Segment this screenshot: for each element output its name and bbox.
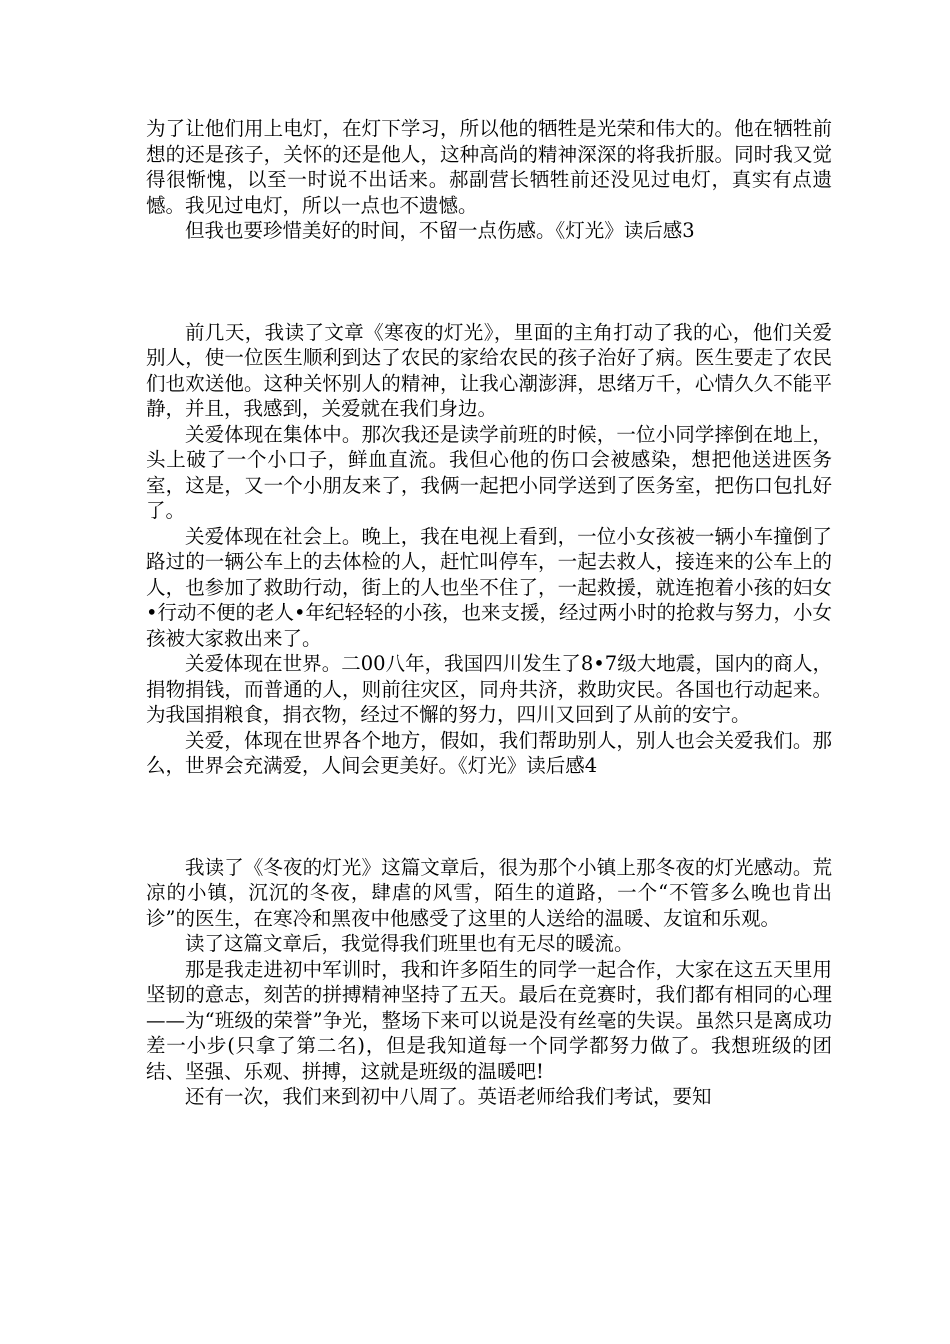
paragraph: 为了让他们用上电灯，在灯下学习，所以他的牺牲是光荣和伟大的。他在牺牲前想的还是孩子，关怀的还是他人，这种高尚的精神深深的将我折服。同时我又觉得很惭愧，以至一时说不出话来。郝副营长牺牲前还没见过电灯，真实有点遗憾。我见过电灯，所以一点也不遗憾。 (146, 117, 832, 217)
document-page (146, 116, 832, 1110)
section-gap (146, 244, 832, 320)
paragraph: 那是我走进初中军训时，我和许多陌生的同学一起合作，大家在这五天里用坚韧的意志，刻苦的拼搏精神坚持了五天。最后在竞赛时，我们都有相同的心理——为“班级的荣誉”争光，整场下来可以说是没有丝毫的失误。虽然只是离成功差一小步(只拿了第二名)，但是我知道每一个同学都努力做了。我想班级的团结、坚强、乐观、拼搏，这就是班级的温暖吧! (146, 957, 832, 1083)
section-gap (146, 779, 832, 855)
section-1 (146, 116, 832, 244)
paragraph: 但我也要珍惜美好的时间，不留一点伤感。《灯光》读后感3 (185, 219, 695, 242)
paragraph: 我读了《冬夜的灯光》这篇文章后，很为那个小镇上那冬夜的灯光感动。荒凉的小镇，沉沉的冬夜，肆虐的风雪，陌生的道路，一个“不管多么晚也肯出诊”的医生，在寒冷和黑夜中他感受了这里的人送给的温暖、友谊和乐观。 (146, 855, 832, 930)
paragraph: 读了这篇文章后，我觉得我们班里也有无尽的暖流。 (185, 932, 634, 955)
paragraph: 关爱体现在集体中。那次我还是读学前班的时候，一位小同学摔倒在地上，头上破了一个小口子，鲜血直流。我但心他的伤口会被感染，想把他送进医务室，这是，又一个小朋友来了，我俩一起把小同学送到了医务室，把伤口包扎好了。 (146, 422, 832, 522)
paragraph: 关爱体现在世界。二00八年，我国四川发生了8•7级大地震，国内的商人，捐物捐钱，而普通的人，则前往灾区，同舟共济，救助灾民。各国也行动起来。为我国捐粮食，捐衣物，经过不懈的努力，四川又回到了从前的安宁。 (146, 652, 832, 726)
paragraph: 关爱体现在社会上。晚上，我在电视上看到，一位小女孩被一辆小车撞倒了路过的一辆公车上的去体检的人，赶忙叫停车，一起去救人，接连来的公车上的人，也参加了救助行动，街上的人也坐不住了，一起救援，就连抱着小孩的妇女•行动不便的老人•年纪轻轻的小孩，也来支援，经过两小时的抢救与努力，小女孩被大家救出来了。 (146, 524, 833, 650)
section-3 (146, 855, 832, 1110)
paragraph: 前几天，我读了文章《寒夜的灯光》，里面的主角打动了我的心，他们关爱别人，使一位医生顺利到达了农民的家给农民的孩子治好了病。医生要走了农民们也欢送他。这种关怀别人的精神，让我心潮澎湃，思绪万千，心情久久不能平静，并且，我感到，关爱就在我们身边。 (146, 320, 832, 420)
paragraph: 关爱，体现在世界各个地方，假如，我们帮助别人，别人也会关爱我们。那么，世界会充满爱，人间会更美好。《灯光》读后感4 (146, 728, 832, 777)
paragraph: 还有一次，我们来到初中八周了。英语老师给我们考试，要知 (185, 1085, 712, 1108)
section-2 (146, 320, 832, 779)
